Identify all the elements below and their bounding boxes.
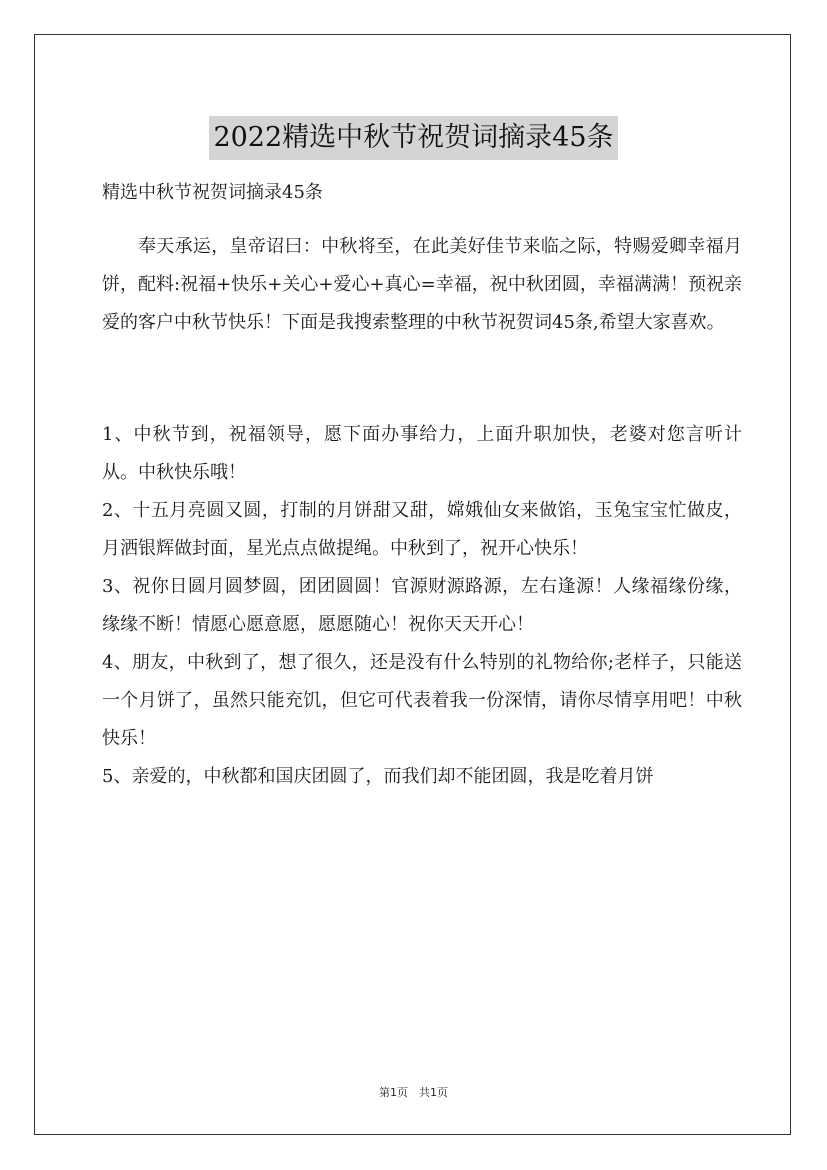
greeting-item-1: 1、中秋节到，祝福领导，愿下面办事给力，上面升职加快，老婆对您言听计从。中秋快乐哦！ [102,424,742,483]
paragraph-spacer [102,342,742,416]
greeting-item-3: 3、祝你日圆月圆梦圆，团团圆圆！官源财源路源，左右逢源！人缘福缘份缘，缘缘不断！情愿心愿意愿，愿愿随心！祝你天天开心！ [102,576,742,635]
greeting-item-2: 2、十五月亮圆又圆，打制的月饼甜又甜，嫦娥仙女来做馅，玉兔宝宝忙做皮，月洒银辉做封面，星光点点做提绳。中秋到了，祝开心快乐！ [102,500,742,559]
greeting-item-5: 5、亲爱的，中秋都和国庆团圆了，而我们却不能团圆，我是吃着月饼 [102,766,654,787]
document-body [102,174,742,796]
greeting-item-4: 4、朋友，中秋到了，想了很久，还是没有什么特别的礼物给你;老样子，只能送一个月饼了，虽然只能充饥，但它可代表着我一份深情，请你尽情享用吧！中秋快乐！ [102,652,742,749]
page-footer: 第1页 共1页 [379,1086,448,1099]
document-subtitle: 精选中秋节祝贺词摘录45条 [102,182,323,203]
intro-paragraph: 奉天承运，皇帝诏曰：中秋将至，在此美好佳节来临之际，特赐爱卿幸福月饼，配料:祝福+快乐+关心+爱心+真心=幸福，祝中秋团圆，幸福满满！预祝亲爱的客户中秋节快乐！下面是我搜索整理的中秋节祝贺词45条,希望大家喜欢。 [102,236,742,333]
document-title: 2022精选中秋节祝贺词摘录45条 [209,116,617,160]
title-container [0,98,827,178]
